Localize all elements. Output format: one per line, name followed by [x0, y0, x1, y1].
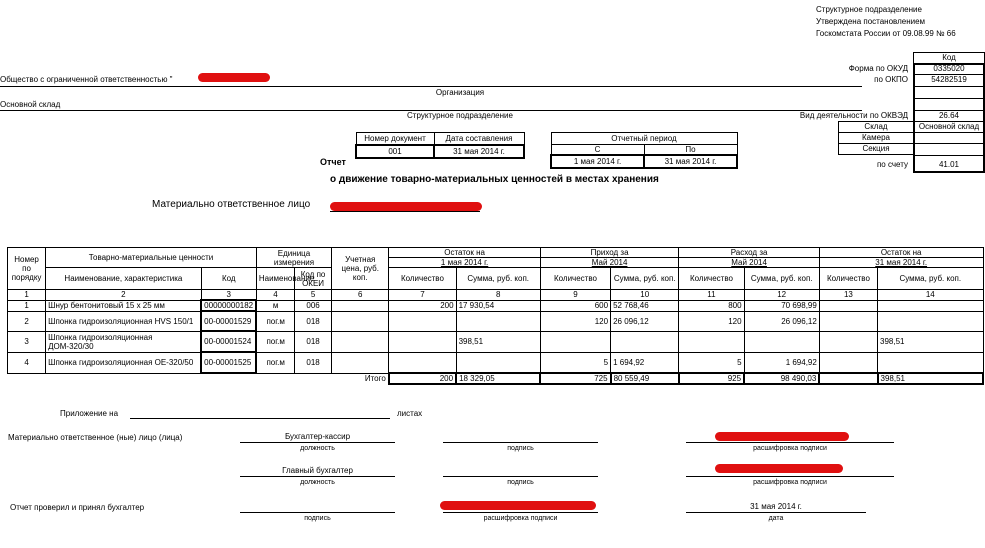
h-end: Остаток на	[819, 248, 983, 258]
okpo-label: по ОКПО	[874, 75, 908, 84]
period-to-label: По	[644, 145, 737, 156]
row-q4	[819, 300, 877, 311]
redaction-sign-2	[715, 464, 843, 473]
podpis-caption-1: подпись	[507, 445, 534, 452]
row-code: 00-00001529	[201, 311, 256, 331]
schet-label: по счету	[876, 160, 908, 169]
row-num: 4	[8, 352, 46, 373]
report-word: Отчет	[320, 157, 346, 167]
colnum: 7	[389, 290, 456, 301]
total-s4: 398,51	[878, 373, 983, 384]
row-price	[332, 300, 389, 311]
row-q1	[389, 331, 456, 352]
total-q4	[819, 373, 877, 384]
row-okei: 006	[294, 300, 331, 311]
row-s1	[456, 311, 540, 331]
total-q1: 200	[389, 373, 456, 384]
colnum: 4	[256, 290, 294, 301]
h-sum-2: Сумма, руб. коп.	[611, 268, 679, 290]
row-q3	[679, 331, 744, 352]
dolzhnost-caption-2: должность	[300, 479, 335, 486]
h-in-date: Май 2014	[540, 258, 678, 268]
h-qty-1: Количество	[389, 268, 456, 290]
row-unit: пог.м	[256, 352, 294, 373]
sklad-label: Склад	[864, 122, 888, 131]
row-name: Шнур бентонитовый 15 х 25 мм	[46, 300, 202, 311]
h-sum-3: Сумма, руб. коп.	[744, 268, 819, 290]
okud-value: 0335020	[933, 64, 965, 73]
approval-line-2: Утверждена постановлением	[816, 17, 926, 26]
colnum: 14	[878, 290, 983, 301]
table-row	[8, 300, 984, 311]
h-sum-4: Сумма, руб. коп.	[878, 268, 983, 290]
row-code: 00-00001524	[201, 331, 256, 352]
row-price	[332, 331, 389, 352]
h-end-date: 31 мая 2014 г.	[819, 258, 983, 268]
table-row	[8, 352, 984, 373]
row-q3: 800	[679, 300, 744, 311]
org-name: Общество с ограниченной ответственностью "	[0, 75, 173, 84]
mol-label: Материально ответственное лицо	[152, 199, 311, 210]
total-s1: 18 329,05	[456, 373, 540, 384]
row-q2: 5	[540, 352, 610, 373]
row-s3	[744, 331, 819, 352]
schet-value: 41.01	[938, 160, 960, 169]
checked-label: Отчет проверил и принял бухгалтер	[10, 503, 145, 512]
colnum: 1	[8, 290, 46, 301]
row-s1: 398,51	[456, 331, 540, 352]
main-table	[7, 247, 984, 385]
podpis-caption-2: подпись	[507, 479, 534, 486]
h-unit: Единица измерения	[256, 248, 331, 268]
row-okei: 018	[294, 311, 331, 331]
h-start: Остаток на	[389, 248, 541, 258]
row-s3: 70 698,99	[744, 300, 819, 311]
row-price	[332, 311, 389, 331]
h-name: Наименование, характеристика	[46, 268, 202, 290]
attach-label: Приложение на	[60, 409, 119, 418]
row-q4	[819, 352, 877, 373]
h-unit-okei: Код по ОКЕИ	[294, 268, 331, 290]
row-okei: 018	[294, 352, 331, 373]
period-from-label: С	[551, 145, 644, 156]
org-caption: Организация	[435, 88, 485, 97]
report-subtitle: о движение товарно-материальных ценностей в местах хранения	[330, 174, 659, 185]
division-name: Основной склад	[0, 100, 61, 109]
position-1: Бухгалтер-кассир	[284, 432, 351, 441]
doc-num-label: Номер документ	[356, 133, 434, 145]
row-s2: 1 694,92	[611, 352, 679, 373]
colnum: 2	[46, 290, 202, 301]
row-s1: 17 930,54	[456, 300, 540, 311]
colnum: 8	[456, 290, 540, 301]
approval-line-1: Структурное подразделение	[816, 5, 922, 14]
row-name: Шпонка гидроизоляционная HVS 150/1	[46, 311, 202, 331]
row-s3: 1 694,92	[744, 352, 819, 373]
rasshifrovka-caption-1: расшифровка подписи	[753, 445, 827, 452]
row-unit: пог.м	[256, 311, 294, 331]
row-unit: м	[256, 300, 294, 311]
row-price	[332, 352, 389, 373]
row-q2: 120	[540, 311, 610, 331]
row-s4: 398,51	[878, 331, 983, 352]
h-tmc: Товарно-материальные ценности	[46, 248, 257, 268]
redaction-mol	[330, 202, 482, 211]
division-caption: Структурное подразделение	[407, 111, 513, 120]
period-from: 1 мая 2014 г.	[551, 155, 644, 168]
total-q2: 725	[540, 373, 610, 384]
h-qty-2: Количество	[540, 268, 610, 290]
okpo-value: 54282519	[931, 75, 967, 84]
h-out: Расход за	[679, 248, 819, 258]
total-row	[8, 373, 984, 384]
row-q4	[819, 331, 877, 352]
mol-sign-label: Материально ответственное (ные) лицо (лица)	[8, 433, 183, 442]
colnum: 13	[819, 290, 877, 301]
period-to: 31 мая 2014 г.	[644, 155, 737, 168]
approval-line-3: Госкомстата России от 09.08.99 № 66	[816, 29, 956, 38]
row-s1	[456, 352, 540, 373]
h-price: Учетная цена, руб. коп.	[332, 248, 389, 290]
row-s4	[878, 300, 983, 311]
table-row	[8, 311, 984, 331]
total-s3: 98 490,03	[744, 373, 819, 384]
h-qty-3: Количество	[679, 268, 744, 290]
okud-label: Форма по ОКУД	[848, 64, 908, 73]
period-table	[550, 132, 738, 169]
redaction-sign-1	[715, 432, 849, 441]
row-s2	[611, 331, 679, 352]
table-row	[8, 331, 984, 352]
h-code: Код	[201, 268, 256, 290]
rasshifrovka-caption-2: расшифровка подписи	[753, 479, 827, 486]
row-s2: 52 768,46	[611, 300, 679, 311]
okved-label: Вид деятельности по ОКВЭД	[799, 111, 908, 120]
colnum: 9	[540, 290, 610, 301]
colnum: 6	[332, 290, 389, 301]
h-unit-name: Наименование	[256, 268, 294, 290]
row-okei: 018	[294, 331, 331, 352]
h-in: Приход за	[540, 248, 678, 258]
row-q4	[819, 311, 877, 331]
colnum: 12	[744, 290, 819, 301]
row-q1: 200	[389, 300, 456, 311]
dolzhnost-caption-1: должность	[300, 445, 335, 452]
period-label: Отчетный период	[551, 133, 737, 145]
row-q2	[540, 331, 610, 352]
colnum: 5	[294, 290, 331, 301]
row-q3: 120	[679, 311, 744, 331]
date-caption: дата	[768, 515, 784, 522]
kamera-label: Камера	[862, 133, 890, 142]
h-num: Номер по порядку	[8, 248, 46, 290]
okved-value: 26.64	[938, 111, 960, 120]
colnum: 10	[611, 290, 679, 301]
row-num: 2	[8, 311, 46, 331]
row-s4	[878, 311, 983, 331]
h-start-date: 1 мая 2014 г.	[389, 258, 541, 268]
h-out-date: Май 2014	[679, 258, 819, 268]
row-q1	[389, 311, 456, 331]
sheets-label: листах	[397, 409, 423, 418]
row-num: 3	[8, 331, 46, 352]
row-s3: 26 096,12	[744, 311, 819, 331]
row-unit: пог.м	[256, 331, 294, 352]
row-code: 00-00001525	[201, 352, 256, 373]
redaction-org	[198, 73, 270, 82]
total-label: Итого	[364, 374, 386, 384]
doc-number-table	[355, 132, 525, 159]
doc-date-label: Дата составления	[434, 133, 524, 145]
row-q2: 600	[540, 300, 610, 311]
row-code: 00000000182	[201, 300, 256, 311]
total-q3: 925	[679, 373, 744, 384]
h-sum-1: Сумма, руб. коп.	[456, 268, 540, 290]
sklad-value: Основной склад	[918, 122, 980, 131]
row-name: Шпонка гидроизоляционная ДОМ-320/30	[46, 331, 202, 352]
redaction-sign-3	[440, 501, 596, 510]
sekciya-label: Секция	[862, 144, 890, 153]
doc-num: 001	[356, 145, 434, 158]
position-2: Главный бухгалтер	[282, 466, 353, 475]
row-num: 1	[8, 300, 46, 311]
row-s2: 26 096,12	[611, 311, 679, 331]
podpis-caption-3: подпись	[304, 515, 331, 522]
rasshifrovka-caption-3: расшифровка подписи	[483, 515, 558, 522]
check-date: 31 мая 2014 г.	[750, 502, 802, 511]
codes-title: Код	[942, 53, 956, 62]
doc-date: 31 мая 2014 г.	[434, 145, 524, 158]
total-s2: 80 559,49	[611, 373, 679, 384]
row-name: Шпонка гидроизоляционная ОЕ-320/50	[46, 352, 202, 373]
colnum: 3	[201, 290, 256, 301]
row-q1	[389, 352, 456, 373]
row-s4	[878, 352, 983, 373]
h-qty-4: Количество	[819, 268, 877, 290]
colnum: 11	[679, 290, 744, 301]
row-q3: 5	[679, 352, 744, 373]
